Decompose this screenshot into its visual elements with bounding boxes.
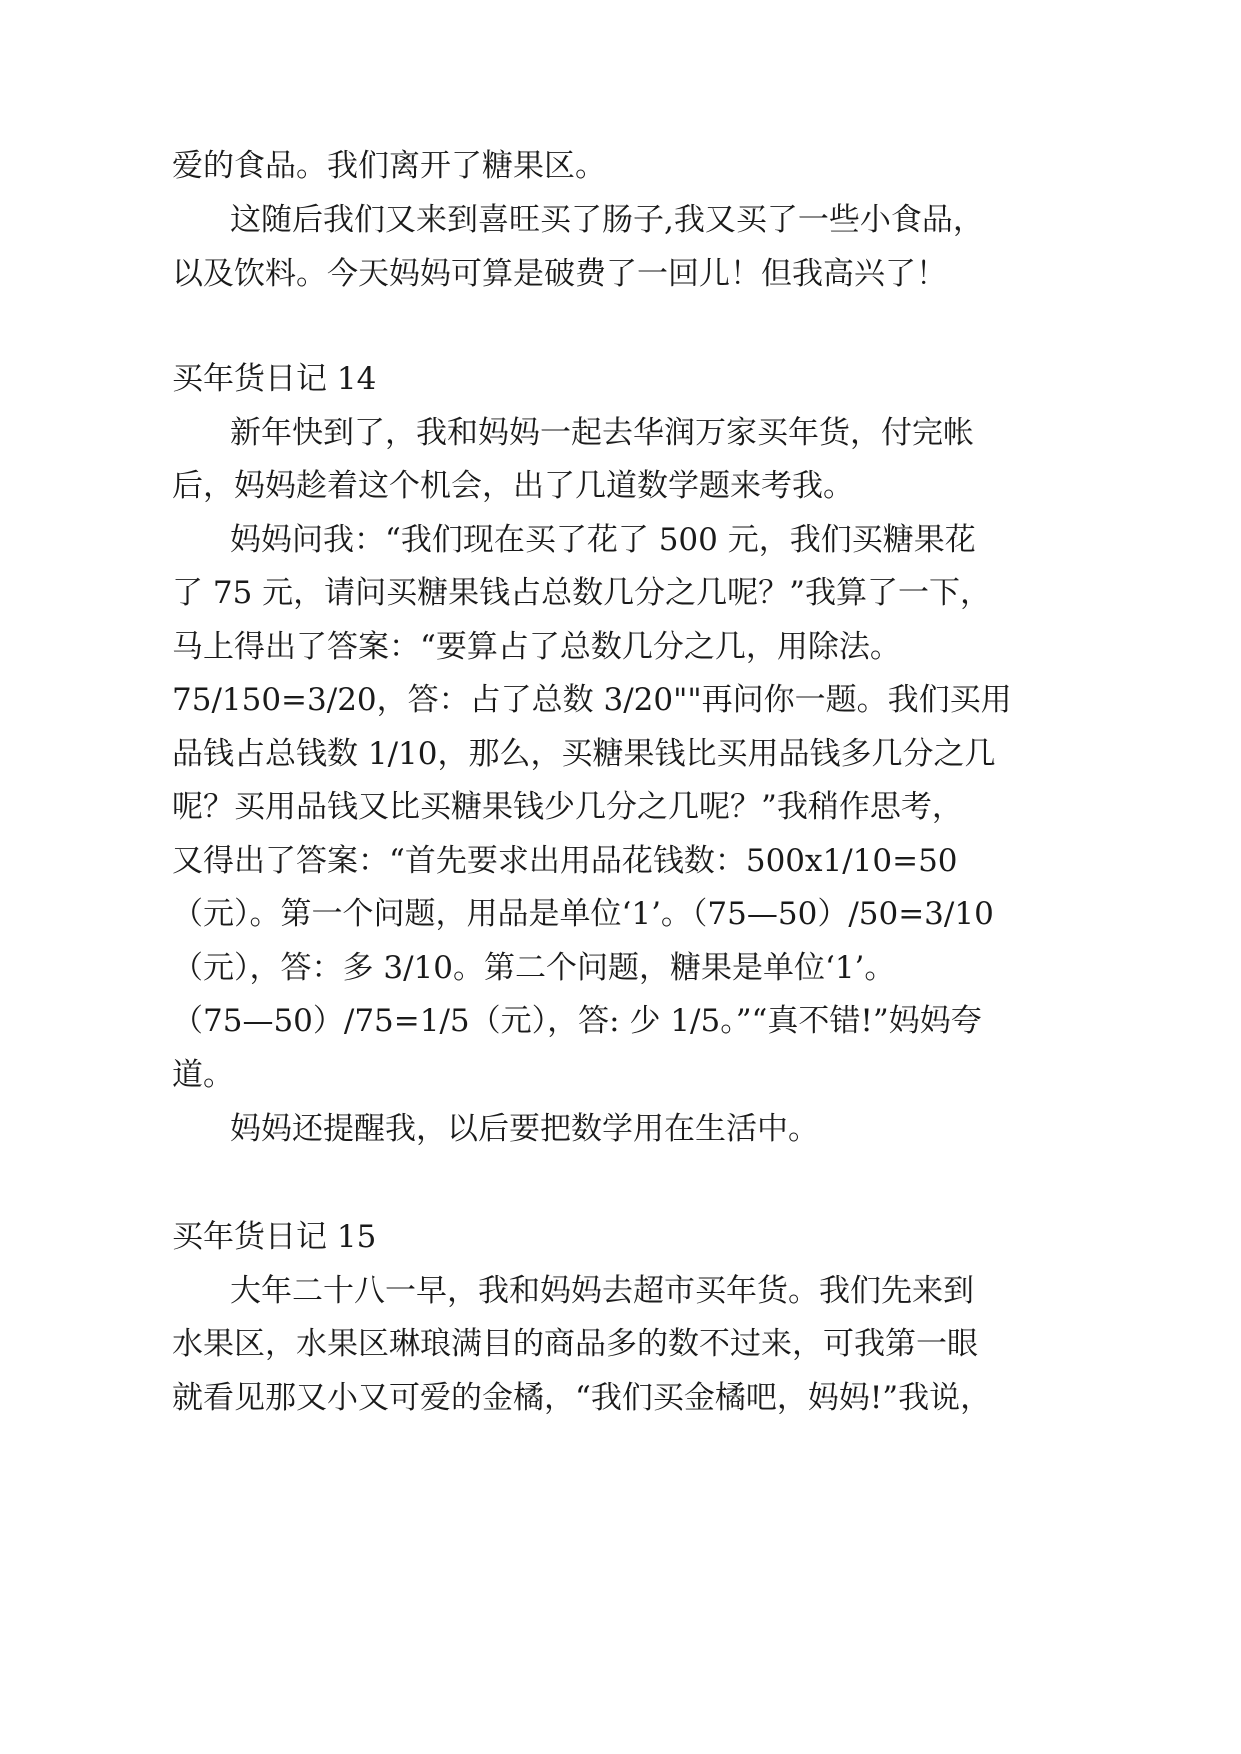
text-line: 就看见那又小又可爱的金橘，“我们买金橘吧，妈妈!”我说， (172, 1380, 992, 1416)
text-line: 品钱占总钱数 1/10，那么，买糖果钱比买用品钱多几分之几 (172, 736, 996, 772)
text-line: 大年二十八一早，我和妈妈去超市买年货。我们先来到 (230, 1273, 974, 1309)
text-line: 以及饮料。今天妈妈可算是破费了一回儿！但我高兴了！ (172, 256, 947, 292)
text-line: 妈妈还提醒我，以后要把数学用在生活中。 (230, 1111, 819, 1147)
text-line: 道。 (172, 1057, 234, 1093)
text-line: 新年快到了，我和妈妈一起去华润万家买年货，付完帐 (230, 415, 974, 451)
text-line: 妈妈问我：“我们现在买了花了 500 元，我们买糖果花 (230, 522, 976, 558)
text-line: （元），答：多 3/10。第二个问题，糖果是单位‘1’。 (172, 950, 896, 986)
text-line: 呢？买用品钱又比买糖果钱少几分之几呢？”我稍作思考， (172, 789, 963, 825)
text-line: 又得出了答案：“首先要求出用品花钱数：500x1/10=50 (172, 843, 958, 879)
text-line: 了 75 元，请问买糖果钱占总数几分之几呢？”我算了一下， (172, 575, 991, 611)
text-line: 这随后我们又来到喜旺买了肠子,我又买了一些小食品， (230, 202, 984, 238)
text-line: 75/150=3/20，答：占了总数 3/20""再问你一题。我们买用 (172, 682, 1012, 718)
text-line: （75—50）/75=1/5（元），答: 少 1/5。”“真不错!”妈妈夸 (172, 1003, 982, 1039)
text-line: （元）。第一个问题，用品是单位‘1’。（75—50）/50=3/10 (172, 896, 994, 932)
section-title: 买年货日记 14 (172, 361, 377, 397)
text-line: 后，妈妈趁着这个机会，出了几道数学题来考我。 (172, 468, 854, 504)
text-line: 马上得出了答案：“要算占了总数几分之几，用除法。 (172, 629, 901, 665)
text-line: 爱的食品。我们离开了糖果区。 (172, 148, 606, 184)
text-line: 水果区，水果区琳琅满目的商品多的数不过来，可我第一眼 (172, 1326, 978, 1362)
section-title: 买年货日记 15 (172, 1219, 377, 1255)
